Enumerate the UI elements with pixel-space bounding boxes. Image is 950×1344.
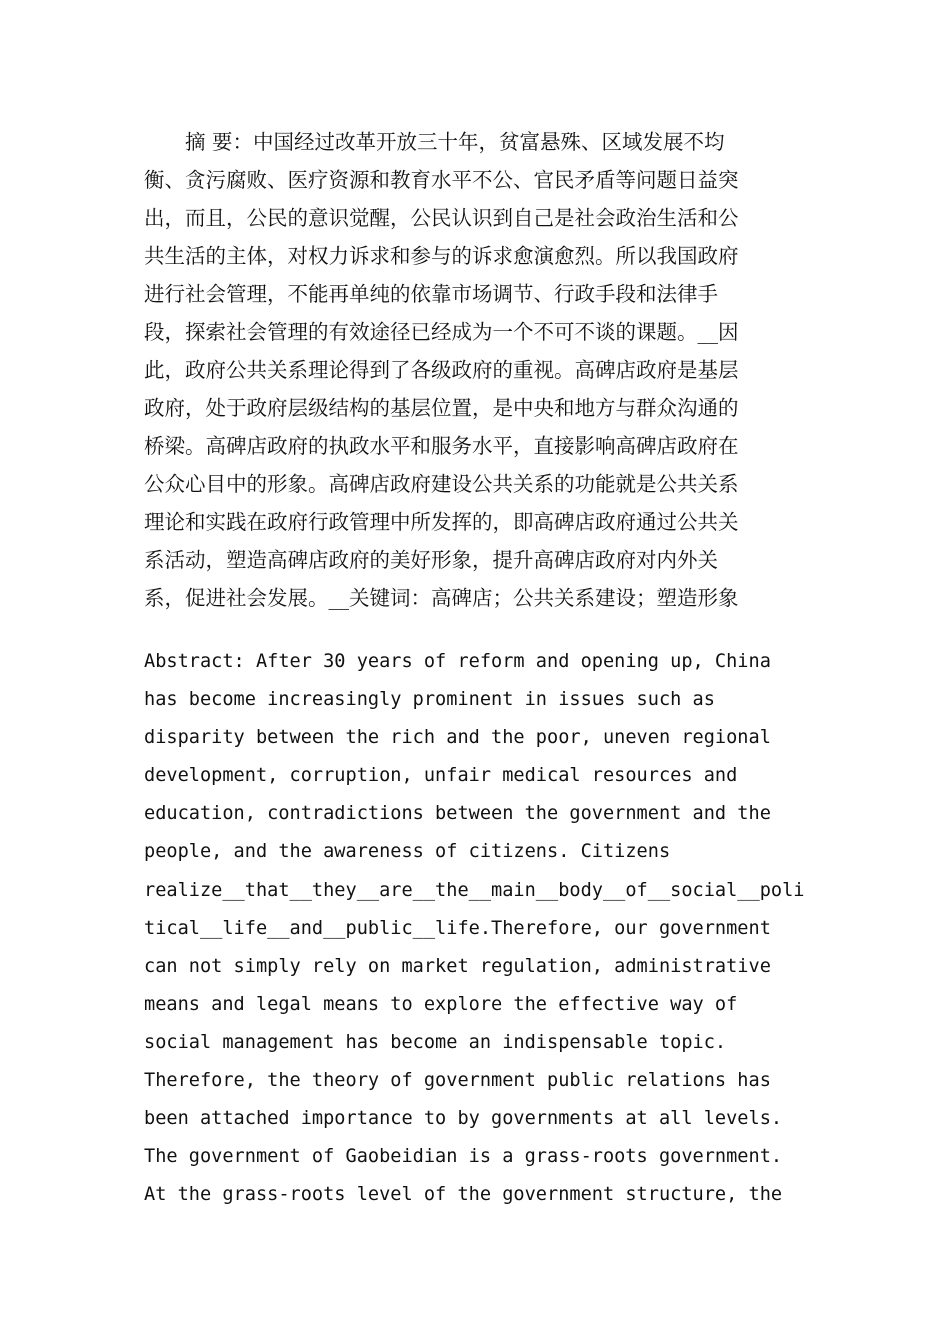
english-abstract-line: education, contradictions between the government and the xyxy=(144,803,771,825)
english-abstract-line: social management has become an indispensable topic. xyxy=(144,1031,727,1053)
english-abstract-line: development, corruption, unfair medical resources and xyxy=(144,765,738,787)
english-abstract-line: has become increasingly prominent in issues such as xyxy=(144,689,715,711)
english-abstract-line: can not simply rely on market regulation, administrative xyxy=(144,955,771,977)
english-abstract-line: realize__that__they__are__the__main__body__of__social__poli xyxy=(144,879,805,901)
english-abstract-line: At the grass-roots level of the government structure, the xyxy=(144,1184,783,1206)
english-abstract-line: means and legal means to explore the effective way of xyxy=(144,993,738,1015)
chinese-abstract-line: 出，而且，公民的意识觉醒，公民认识到自己是社会政治生活和公 xyxy=(144,206,739,230)
english-abstract-line: Abstract: After 30 years of reform and opening up, China xyxy=(144,651,771,672)
chinese-abstract-line: 衡、贪污腐败、医疗资源和教育水平不公、官民矛盾等问题日益突 xyxy=(144,168,739,192)
chinese-abstract-line: 系活动，塑造高碑店政府的美好形象，提升高碑店政府对内外关 xyxy=(144,548,718,572)
chinese-abstract-line: 桥梁。高碑店政府的执政水平和服务水平，直接影响高碑店政府在 xyxy=(144,434,739,458)
chinese-abstract-line: 段，探索社会管理的有效途径已经成为一个不可不谈的课题。__因 xyxy=(144,320,739,344)
chinese-abstract-line: 此，政府公共关系理论得到了各级政府的重视。高碑店政府是基层 xyxy=(144,358,739,382)
chinese-abstract xyxy=(144,123,824,617)
chinese-abstract-line: 共生活的主体，对权力诉求和参与的诉求愈演愈烈。所以我国政府 xyxy=(144,244,739,268)
english-abstract-line: disparity between the rich and the poor, uneven regional xyxy=(144,727,771,749)
english-abstract-line: been attached importance to by governments at all levels. xyxy=(144,1108,783,1130)
chinese-keywords-line: 系，促进社会发展。__关键词：高碑店；公共关系建设；塑造形象 xyxy=(144,586,739,610)
english-abstract-line: tical__life__and__public__life.Therefore, our government xyxy=(144,917,771,939)
english-abstract-line: people, and the awareness of citizens. Citizens xyxy=(144,841,671,863)
chinese-abstract-line: 理论和实践在政府行政管理中所发挥的，即高碑店政府通过公共关 xyxy=(144,510,739,534)
english-abstract xyxy=(144,643,844,1214)
chinese-abstract-line: 政府，处于政府层级结构的基层位置，是中央和地方与群众沟通的 xyxy=(144,396,739,420)
chinese-abstract-line: 摘 要：中国经过改革开放三十年，贫富悬殊、区域发展不均 xyxy=(144,130,725,154)
chinese-abstract-line: 进行社会管理，不能再单纯的依靠市场调节、行政手段和法律手 xyxy=(144,282,718,306)
english-abstract-line: Therefore, the theory of government public relations has xyxy=(144,1070,771,1092)
english-abstract-line: The government of Gaobeidian is a grass-roots government. xyxy=(144,1146,783,1168)
chinese-abstract-line: 公众心目中的形象。高碑店政府建设公共关系的功能就是公共关系 xyxy=(144,472,739,496)
